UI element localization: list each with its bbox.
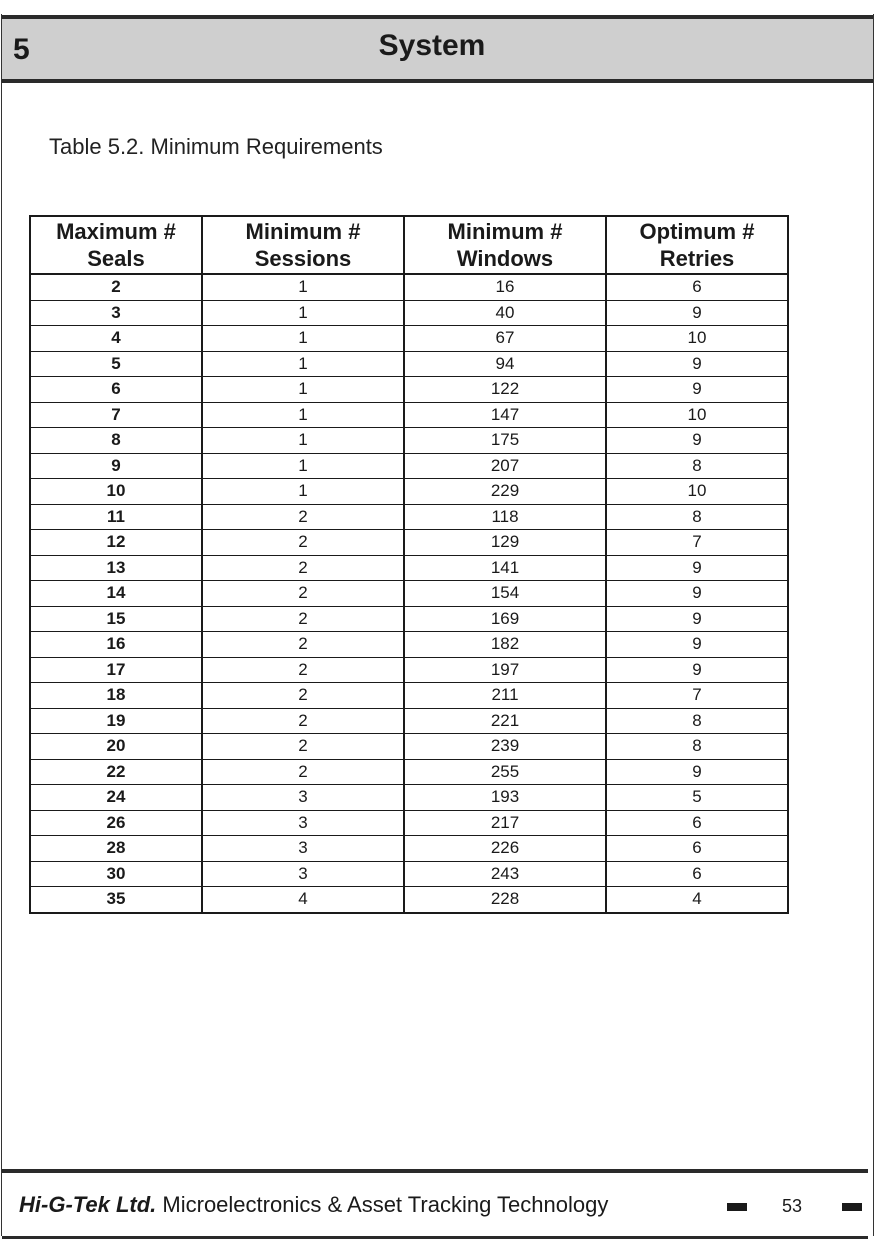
cell-min-sessions: 1 — [202, 326, 404, 352]
cell-min-sessions: 4 — [202, 887, 404, 913]
table-row — [30, 836, 788, 862]
cell-min-windows: 229 — [404, 479, 606, 505]
cell-max-seals: 4 — [30, 326, 202, 352]
cell-min-windows: 122 — [404, 377, 606, 403]
chapter-header — [2, 15, 873, 83]
cell-max-seals: 11 — [30, 504, 202, 530]
cell-max-seals: 9 — [30, 453, 202, 479]
requirements-table — [29, 215, 789, 914]
cell-min-sessions: 2 — [202, 581, 404, 607]
cell-opt-retries: 9 — [606, 300, 788, 326]
cell-min-sessions: 2 — [202, 683, 404, 709]
cell-min-sessions: 3 — [202, 810, 404, 836]
cell-min-windows: 221 — [404, 708, 606, 734]
table-row — [30, 402, 788, 428]
cell-min-sessions: 3 — [202, 861, 404, 887]
cell-opt-retries: 5 — [606, 785, 788, 811]
cell-max-seals: 18 — [30, 683, 202, 709]
cell-opt-retries: 6 — [606, 810, 788, 836]
cell-opt-retries: 9 — [606, 351, 788, 377]
footer-rule-top — [2, 1169, 868, 1173]
cell-min-windows: 211 — [404, 683, 606, 709]
cell-min-sessions: 1 — [202, 377, 404, 403]
cell-min-sessions: 1 — [202, 351, 404, 377]
cell-min-sessions: 1 — [202, 479, 404, 505]
cell-max-seals: 19 — [30, 708, 202, 734]
cell-min-windows: 193 — [404, 785, 606, 811]
header-line: Windows — [456, 246, 554, 271]
cell-min-sessions: 2 — [202, 606, 404, 632]
page-frame-left — [1, 14, 2, 1236]
cell-opt-retries: 6 — [606, 274, 788, 300]
table-row — [30, 555, 788, 581]
cell-min-windows: 118 — [404, 504, 606, 530]
table-row — [30, 683, 788, 709]
cell-min-windows: 169 — [404, 606, 606, 632]
cell-max-seals: 7 — [30, 402, 202, 428]
table-row — [30, 708, 788, 734]
cell-min-sessions: 1 — [202, 428, 404, 454]
table-row — [30, 810, 788, 836]
header-min-windows — [404, 216, 606, 274]
cell-min-sessions: 2 — [202, 759, 404, 785]
table-row — [30, 428, 788, 454]
cell-min-sessions: 2 — [202, 504, 404, 530]
table-header-row — [30, 216, 788, 274]
cell-max-seals: 17 — [30, 657, 202, 683]
table-row — [30, 377, 788, 403]
cell-opt-retries: 9 — [606, 606, 788, 632]
cell-max-seals: 24 — [30, 785, 202, 811]
cell-opt-retries: 6 — [606, 861, 788, 887]
header-line: Retries — [659, 246, 735, 271]
cell-max-seals: 20 — [30, 734, 202, 760]
table-row — [30, 785, 788, 811]
cell-opt-retries: 10 — [606, 479, 788, 505]
table-row — [30, 657, 788, 683]
cell-max-seals: 26 — [30, 810, 202, 836]
cell-max-seals: 30 — [30, 861, 202, 887]
cell-min-windows: 255 — [404, 759, 606, 785]
cell-min-windows: 147 — [404, 402, 606, 428]
cell-opt-retries: 9 — [606, 428, 788, 454]
table-row — [30, 734, 788, 760]
cell-max-seals: 16 — [30, 632, 202, 658]
footer-rule-bottom — [2, 1236, 868, 1239]
table-row — [30, 479, 788, 505]
cell-min-windows: 129 — [404, 530, 606, 556]
cell-min-windows: 94 — [404, 351, 606, 377]
cell-min-windows: 67 — [404, 326, 606, 352]
table-body — [30, 274, 788, 913]
table-row — [30, 759, 788, 785]
cell-min-sessions: 3 — [202, 785, 404, 811]
header-line: Seals — [87, 246, 145, 271]
table-row — [30, 530, 788, 556]
cell-max-seals: 3 — [30, 300, 202, 326]
cell-min-windows: 141 — [404, 555, 606, 581]
cell-min-sessions: 1 — [202, 300, 404, 326]
table-row — [30, 351, 788, 377]
cell-max-seals: 8 — [30, 428, 202, 454]
table-row — [30, 606, 788, 632]
cell-opt-retries: 7 — [606, 530, 788, 556]
table-row — [30, 887, 788, 913]
cell-min-windows: 175 — [404, 428, 606, 454]
footer-tagline: Microelectronics & Asset Tracking Technology — [156, 1192, 609, 1217]
footer-text — [19, 1192, 608, 1218]
cell-max-seals: 5 — [30, 351, 202, 377]
chapter-title: System — [378, 29, 486, 62]
cell-min-sessions: 2 — [202, 657, 404, 683]
cell-min-windows: 228 — [404, 887, 606, 913]
cell-min-sessions: 2 — [202, 632, 404, 658]
cell-max-seals: 12 — [30, 530, 202, 556]
header-line: Maximum # — [56, 219, 176, 244]
cell-min-sessions: 3 — [202, 836, 404, 862]
cell-min-windows: 217 — [404, 810, 606, 836]
page-number: 53 — [782, 1196, 803, 1216]
cell-min-windows: 182 — [404, 632, 606, 658]
cell-max-seals: 14 — [30, 581, 202, 607]
table-caption: Table 5.2. Minimum Requirements — [49, 134, 383, 159]
cell-opt-retries: 8 — [606, 734, 788, 760]
cell-min-windows: 40 — [404, 300, 606, 326]
cell-opt-retries: 7 — [606, 683, 788, 709]
cell-min-sessions: 1 — [202, 274, 404, 300]
cell-min-windows: 197 — [404, 657, 606, 683]
table-row — [30, 632, 788, 658]
cell-opt-retries: 9 — [606, 581, 788, 607]
cell-max-seals: 28 — [30, 836, 202, 862]
cell-max-seals: 35 — [30, 887, 202, 913]
cell-opt-retries: 9 — [606, 632, 788, 658]
cell-opt-retries: 9 — [606, 377, 788, 403]
cell-opt-retries: 9 — [606, 759, 788, 785]
cell-opt-retries: 6 — [606, 836, 788, 862]
cell-min-sessions: 2 — [202, 708, 404, 734]
cell-min-sessions: 2 — [202, 734, 404, 760]
cell-opt-retries: 9 — [606, 555, 788, 581]
page-frame-right — [873, 14, 874, 1236]
table-row — [30, 861, 788, 887]
cell-min-sessions: 1 — [202, 402, 404, 428]
header-line: Sessions — [254, 246, 352, 271]
table-row — [30, 274, 788, 300]
cell-min-windows: 226 — [404, 836, 606, 862]
table-row — [30, 326, 788, 352]
cell-opt-retries: 10 — [606, 326, 788, 352]
header-max-seals — [30, 216, 202, 274]
cell-max-seals: 22 — [30, 759, 202, 785]
cell-max-seals: 6 — [30, 377, 202, 403]
cell-min-windows: 16 — [404, 274, 606, 300]
cell-min-windows: 243 — [404, 861, 606, 887]
header-line: Optimum # — [639, 219, 755, 244]
footer-dash-left — [727, 1203, 747, 1211]
header-opt-retries — [606, 216, 788, 274]
cell-max-seals: 15 — [30, 606, 202, 632]
header-line: Minimum # — [245, 219, 361, 244]
cell-min-sessions: 2 — [202, 555, 404, 581]
cell-opt-retries: 8 — [606, 504, 788, 530]
header-line: Minimum # — [447, 219, 563, 244]
cell-max-seals: 13 — [30, 555, 202, 581]
cell-opt-retries: 10 — [606, 402, 788, 428]
cell-max-seals: 10 — [30, 479, 202, 505]
table-row — [30, 300, 788, 326]
cell-opt-retries: 8 — [606, 453, 788, 479]
cell-min-windows: 207 — [404, 453, 606, 479]
cell-min-sessions: 2 — [202, 530, 404, 556]
table-row — [30, 581, 788, 607]
cell-opt-retries: 4 — [692, 889, 702, 909]
cell-opt-retries: 9 — [606, 657, 788, 683]
table-row — [30, 504, 788, 530]
table-row — [30, 453, 788, 479]
cell-opt-retries: 8 — [606, 708, 788, 734]
cell-max-seals: 2 — [30, 274, 202, 300]
cell-min-windows: 154 — [404, 581, 606, 607]
header-min-sessions — [202, 216, 404, 274]
chapter-number: 5 — [13, 33, 30, 66]
cell-min-sessions: 1 — [202, 453, 404, 479]
footer-dash-right — [842, 1203, 862, 1211]
footer-company: Hi-G-Tek Ltd. — [19, 1192, 157, 1217]
cell-min-windows: 239 — [404, 734, 606, 760]
